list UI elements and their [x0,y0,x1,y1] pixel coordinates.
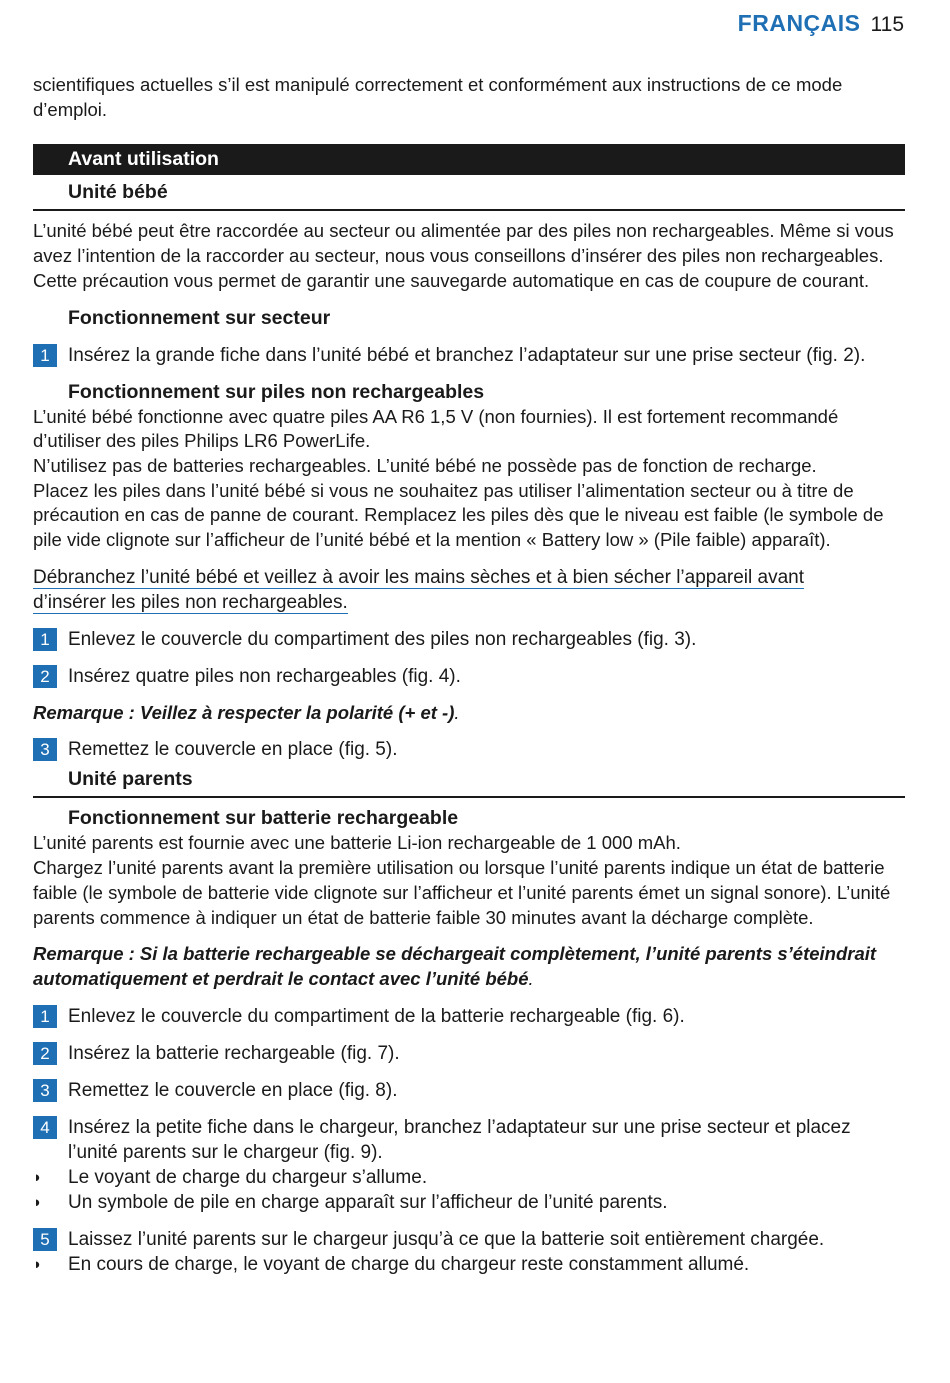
rechargeable-paragraph-2: Chargez l’unité parents avant la première utilisation ou lorsque l’unité parents indique un état de batterie faible (le symbole de batterie vide clignote sur l’afficheur et l’unité parents émet un signal sonore). L’unité parents commence à indiquer un état de batterie faible 30 minutes avant la décharge complète. [33,857,891,928]
note-text: Veillez à respecter la polarité (+ et -) [139,701,455,723]
result-bullet [33,1165,905,1190]
note-text: Si la batterie rechargeable se déchargeait complètement, l’unité parents s’éteindrait automatiquement et perdrait le contact avec l’unité bébé [33,943,877,989]
step-text: Remettez le couvercle en place (fig. 8). [68,1079,398,1101]
step-text: Enlevez le couvercle du compartiment de la batterie rechargeable (fig. 6). [68,1005,685,1027]
bullet-text: Le voyant de charge du chargeur s’allume. [68,1166,428,1188]
step-batteries-2 [33,664,905,689]
section-heading-before-use: Avant utilisation [33,144,905,175]
step-rechargeable-4 [33,1115,905,1165]
batteries-paragraph-2: N’utilisez pas de batteries rechargeables. L’unité bébé ne possède pas de fonction de recharge. [33,454,817,476]
warning-text [33,565,849,615]
step-number: 1 [33,628,57,651]
language-label: FRANÇAIS [737,10,861,36]
step-text: Insérez la petite fiche dans le chargeur, branchez l’adaptateur sur une prise secteur et placez l’unité parents sur le chargeur (fig. 9). [68,1116,851,1163]
step-number: 4 [33,1116,57,1139]
heading-rechargeable-operation: Fonctionnement sur batterie rechargeable [68,807,459,830]
bullet-icon: ◗ [33,1193,43,1211]
step-text: Insérez la batterie rechargeable (fig. 7). [68,1042,400,1064]
step-number: 2 [33,665,57,688]
step-number: 3 [33,1079,57,1102]
step-rechargeable-1 [33,1004,905,1029]
step-batteries-1 [33,627,905,652]
step-text: Enlevez le couvercle du compartiment des piles non rechargeables (fig. 3). [68,628,697,650]
step-text: Laissez l’unité parents sur le chargeur jusqu’à ce que la batterie soit entièrement chargée. [68,1228,825,1250]
note-label: Remarque : [33,943,140,965]
result-bullet [33,1190,905,1215]
note-end: . [454,701,460,723]
batteries-paragraph-1: L’unité bébé fonctionne avec quatre piles AA R6 1,5 V (non fournies). Il est fortement recommandé d’utiliser des piles Philips LR6 PowerLife. [33,405,839,452]
heading-mains-operation: Fonctionnement sur secteur [68,306,331,329]
note-polarity [33,701,905,726]
heading-baby-unit: Unité bébé [33,175,905,211]
warning-underlined: Débranchez l’unité bébé et veillez à avoir les mains sèches et à bien sécher l’appareil avant d’insérer les piles non rechargeables. [33,566,804,613]
bullet-text: En cours de charge, le voyant de charge du chargeur reste constamment allumé. [68,1253,750,1275]
bullet-icon: ◗ [33,1255,43,1273]
heading-battery-operation: Fonctionnement sur piles non rechargeables [68,380,485,403]
step-number: 5 [33,1228,57,1251]
note-discharge [33,942,905,991]
step-number: 3 [33,738,57,761]
batteries-paragraph-3: Placez les piles dans l’unité bébé si vous ne souhaitez pas utiliser l’alimentation secteur ou à titre de précaution en cas de panne de courant. Remplacez les piles dès que le niveau est faible (le symbole de pile vide clignote sur l’afficheur de l’unité bébé et la mention « Battery low » (Pile faible) apparaît). [33,479,884,551]
step-rechargeable-2 [33,1041,905,1066]
step-text: Remettez le couvercle en place (fig. 5). [68,739,398,761]
step-number: 1 [33,344,57,367]
step-rechargeable-5 [33,1227,905,1252]
baby-unit-paragraph: L’unité bébé peut être raccordée au secteur ou alimentée par des piles non rechargeables. Même si vous avez l’intention de la raccorder au secteur, nous vous conseillons d’insérer des piles non rechargeables. Cette précaution vous permet de garantir une sauvegarde automatique en cas de coupure de courant. [33,220,894,291]
heading-parent-unit: Unité parents [33,762,905,798]
page-content [33,73,905,1277]
step-rechargeable-3 [33,1078,905,1103]
bullet-text: Un symbole de pile en charge apparaît sur l’afficheur de l’unité parents. [68,1191,668,1213]
step-batteries-3 [33,737,905,762]
result-bullet [33,1252,905,1277]
page-number: 115 [870,13,904,36]
step-mains-1 [33,343,905,368]
rechargeable-paragraph-1: L’unité parents est fournie avec une batterie Li-ion rechargeable de 1 000 mAh. [33,832,681,854]
page-header [738,10,904,37]
intro-paragraph: scientifiques actuelles s’il est manipulé correctement et conformément aux instructions de ce mode d’emploi. [33,74,843,120]
step-text: Insérez la grande fiche dans l’unité bébé et branchez l’adaptateur sur une prise secteur (fig. 2). [68,344,866,366]
note-end: . [528,967,534,989]
bullet-icon: ◗ [33,1168,43,1186]
note-label: Remarque : [33,701,140,723]
step-number: 1 [33,1005,57,1028]
step-text: Insérez quatre piles non rechargeables (fig. 4). [68,665,461,687]
step-number: 2 [33,1042,57,1065]
